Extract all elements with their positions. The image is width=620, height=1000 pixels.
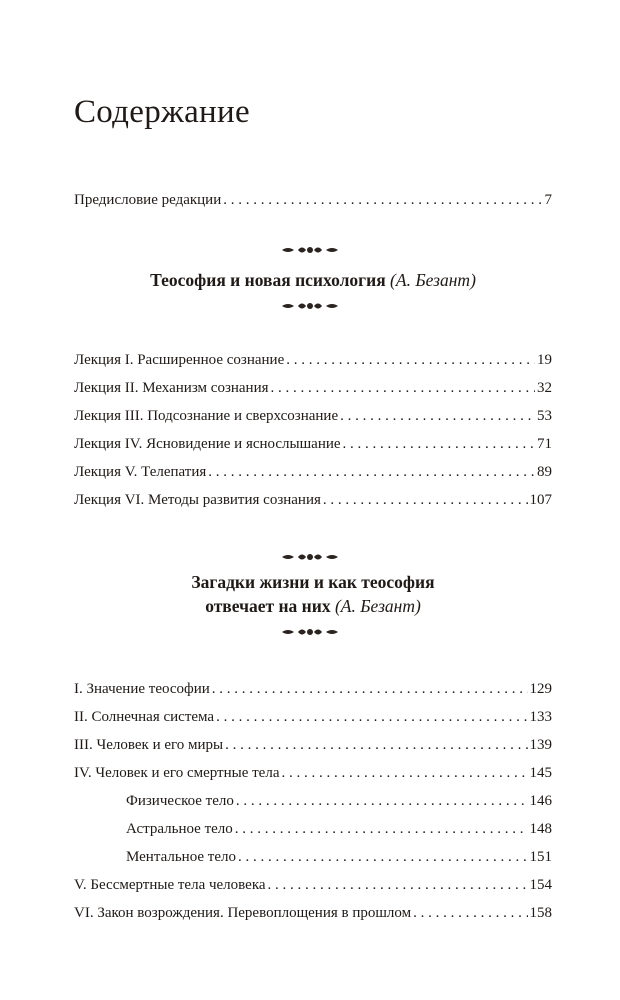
section-heading [74,268,552,292]
dot-leader [343,434,535,454]
toc-entry-label: Астральное тело [126,821,233,837]
toc-entry-preface[interactable] [74,190,552,210]
toc-entry-page: 89 [537,464,552,480]
ornament-divider-icon [280,551,340,563]
section-heading [74,570,552,618]
toc-entry[interactable] [74,735,552,755]
toc-entry[interactable] [74,707,552,727]
section-title: Теософия и новая психология [150,270,386,290]
toc-entry-label: IV. Человек и его смертные тела [74,765,280,781]
toc-entry-label: Лекция I. Расширенное сознание [74,352,285,368]
toc-entry-label: II. Солнечная система [74,709,215,725]
ornament-divider-icon [280,626,340,638]
toc-entry-page: 154 [529,877,552,893]
dot-leader [286,350,535,370]
section-author: (А. Безант) [334,596,421,616]
toc-entry-label: V. Бессмертные тела человека [74,877,266,893]
toc-entry-page: 71 [537,436,552,452]
toc-entry-label: III. Человек и его миры [74,737,224,753]
section-title-line1: Загадки жизни и как теософия [191,572,435,592]
toc-subentry[interactable] [126,791,552,811]
toc-entry-page: 107 [529,492,552,508]
toc-entry-label: Лекция III. Подсознание и сверхсознание [74,408,339,424]
dot-leader [212,679,528,699]
toc-entry-page: 148 [529,821,552,837]
toc-entry-page: 19 [537,352,552,368]
toc-entry-label: Лекция V. Телепатия [74,464,207,480]
toc-entry[interactable] [74,434,552,454]
dot-leader [340,406,535,426]
toc-entry-label: I. Значение теософии [74,681,210,697]
dot-leader [268,875,528,895]
ornament-divider-icon [280,244,340,256]
toc-entry-label: Лекция II. Механизм сознания [74,380,269,396]
toc-entry-page: 151 [529,849,552,865]
toc-entry-page: 7 [544,192,552,208]
dot-leader [238,847,528,867]
toc-entry[interactable] [74,903,552,923]
dot-leader [271,378,535,398]
dot-leader [236,791,528,811]
toc-entry-page: 129 [529,681,552,697]
dot-leader [281,763,527,783]
dot-leader [323,490,528,510]
toc-entry-page: 146 [529,793,552,809]
dot-leader [208,462,535,482]
toc-entry[interactable] [74,490,552,510]
toc-entry[interactable] [74,875,552,895]
toc-entry-label: Ментальное тело [126,849,236,865]
page-title: Содержание [74,94,250,130]
toc-entry[interactable] [74,378,552,398]
dot-leader [223,190,542,210]
toc-entry[interactable] [74,406,552,426]
toc-entry-page: 53 [537,408,552,424]
toc-entry-page: 145 [529,765,552,781]
section-author: (А. Безант) [390,270,476,290]
toc-entry-page: 32 [537,380,552,396]
dot-leader [235,819,528,839]
toc-entry[interactable] [74,679,552,699]
toc-entry-page: 133 [529,709,552,725]
toc-entry[interactable] [74,763,552,783]
toc-subentry[interactable] [126,819,552,839]
ornament-divider-icon [280,300,340,312]
dot-leader [225,735,527,755]
toc-entry-page: 158 [529,905,552,921]
toc-entry-page: 139 [529,737,552,753]
toc-entry-label: Лекция IV. Ясновидение и яснослышание [74,436,341,452]
toc-subentry[interactable] [126,847,552,867]
section-title-line2: отвечает на них [205,596,331,616]
toc-entry-label: Предисловие редакции [74,192,222,208]
dot-leader [413,903,527,923]
toc-entry-label: Физическое тело [126,793,234,809]
toc-entry-label: Лекция VI. Методы развития сознания [74,492,321,508]
toc-entry[interactable] [74,350,552,370]
toc-entry[interactable] [74,462,552,482]
dot-leader [216,707,527,727]
toc-entry-label: VI. Закон возрождения. Перевоплощения в прошлом [74,905,412,921]
